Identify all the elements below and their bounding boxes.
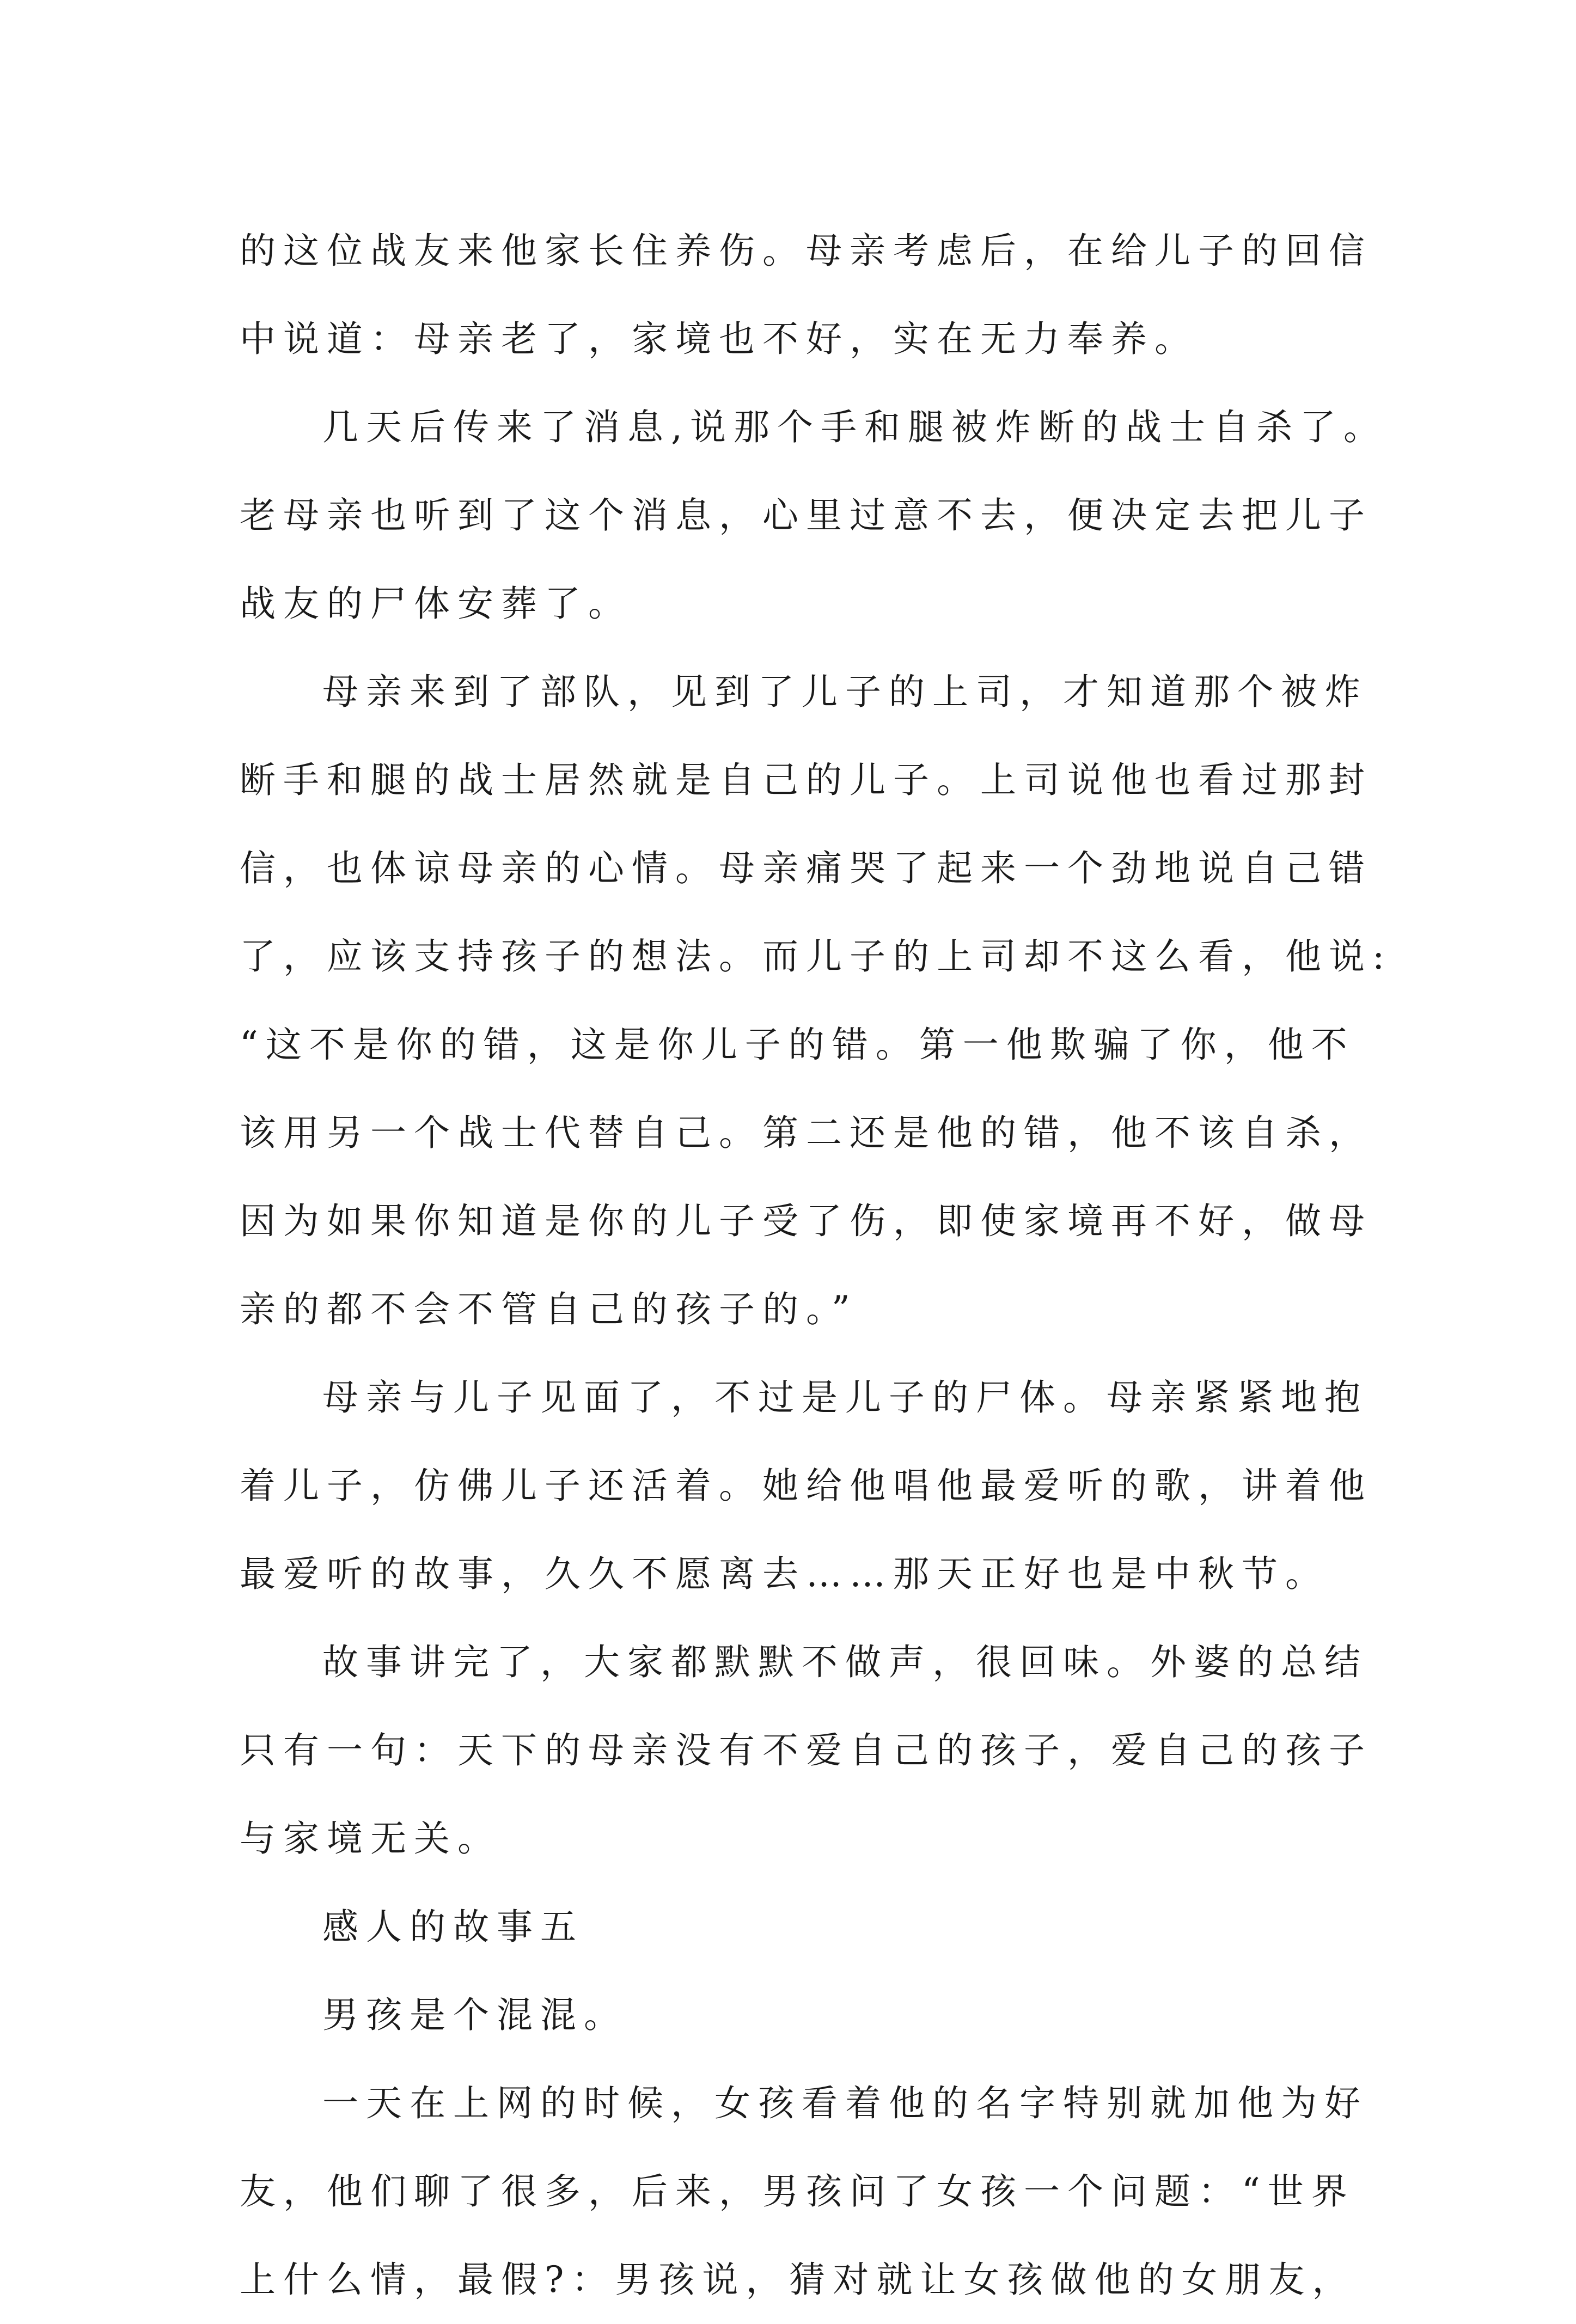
text-line: 中说道：母亲老了，家境也不好，实在无力奉养。 <box>240 318 1198 360</box>
paragraph-start-line: 几天后传来了消息,说那个手和腿被炸断的战士自杀了。 <box>322 406 1387 448</box>
text-line: 着儿子，仿佛儿子还活着。她给他唱他最爱听的歌，讲着他 <box>240 1465 1372 1507</box>
body-text <box>240 207 1392 2324</box>
paragraph-start-line: 母亲与儿子见面了，不过是儿子的尸体。母亲紧紧地抱 <box>322 1377 1368 1418</box>
text-line: 的这位战友来他家长住养伤。母亲考虑后，在给儿子的回信 <box>240 230 1372 272</box>
text-line: 友，他们聊了很多，后来，男孩问了女孩一个问题：“世界 <box>240 2170 1355 2212</box>
text-line: 了，应该支持孩子的想法。而儿子的上司却不这么看，他说: <box>240 935 1392 977</box>
text-line: 最爱听的故事，久久不愿离去……那天正好也是中秋节。 <box>240 1553 1329 1595</box>
text-line: 战友的尸体安葬了。 <box>240 583 632 625</box>
paragraph-start-line: 一天在上网的时候，女孩看着他的名字特别就加他为好 <box>322 2082 1368 2124</box>
text-line: 上什么情，最假?：男孩说，猜对就让女孩做他的女朋友， <box>240 2259 1356 2301</box>
text-line: 与家境无关。 <box>240 1818 501 1860</box>
text-line: 因为如果你知道是你的儿子受了伤，即使家境再不好，做母 <box>240 1200 1372 1242</box>
paragraph-start-line: 母亲来到了部队，见到了儿子的上司，才知道那个被炸 <box>322 671 1368 713</box>
paragraph-start-line: 故事讲完了，大家都默默不做声，很回味。外婆的总结 <box>322 1641 1368 1683</box>
text-line: 信，也体谅母亲的心情。母亲痛哭了起来一个劲地说自己错 <box>240 847 1372 889</box>
text-line: 断手和腿的战士居然就是自己的儿子。上司说他也看过那封 <box>240 759 1372 801</box>
paragraph-start-line: 感人的故事五 <box>322 1906 584 1948</box>
text-line: 亲的都不会不管自己的孩子的。” <box>240 1288 858 1330</box>
paragraph-start-line: 男孩是个混混。 <box>322 1994 627 2036</box>
text-line: 该用另一个战士代替自己。第二还是他的错，他不该自杀， <box>240 1112 1372 1154</box>
text-line: 只有一句：天下的母亲没有不爱自己的孩子，爱自己的孩子 <box>240 1729 1372 1771</box>
text-line: “这不是你的错，这是你儿子的错。第一他欺骗了你，他不 <box>240 1024 1355 1066</box>
text-line: 老母亲也听到了这个消息，心里过意不去，便决定去把儿子 <box>240 494 1372 536</box>
